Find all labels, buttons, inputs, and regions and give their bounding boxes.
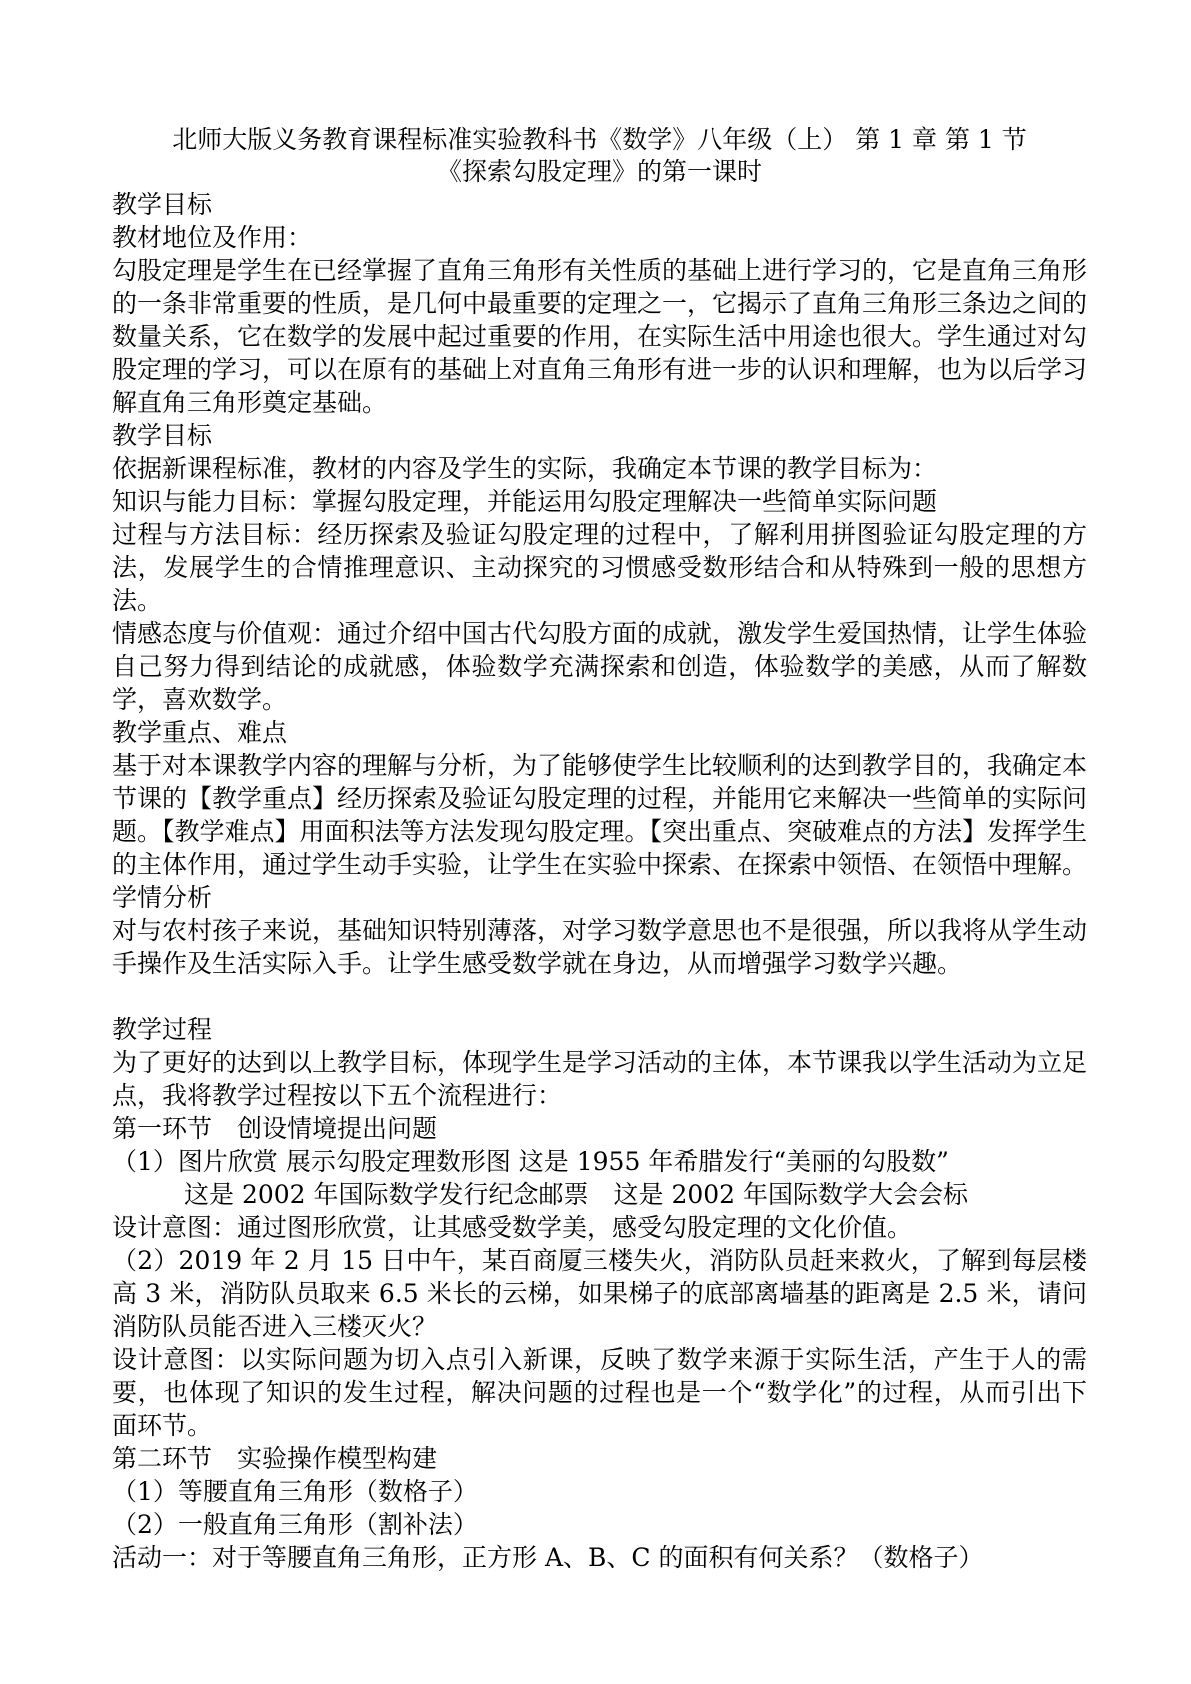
- document-title-line-2: 《探索勾股定理》的第一课时: [436, 157, 762, 186]
- stage-1-item-1-continued: 这是 2002 年国际数学发行纪念邮票 这是 2002 年国际数学大会会标: [184, 1180, 969, 1209]
- stage-1-title: 第一环节 创设情境提出问题: [112, 1114, 438, 1143]
- activity-1: 活动一：对于等腰直角三角形，正方形 A、B、C 的面积有何关系？（数格子）: [112, 1543, 984, 1572]
- section-heading-textbook-role: 教材地位及作用：: [112, 223, 313, 252]
- paragraph-design-intent-1: 设计意图：通过图形欣赏，让其感受数学美，感受勾股定理的文化价值。: [112, 1213, 913, 1242]
- paragraph-textbook-role: 勾股定理是学生在已经掌握了直角三角形有关性质的基础上进行学习的，它是直角三角形的一条非常重要的性质，是几何中最重要的定理之一，它揭示了直角三角形三条边之间的数量关系，它在数学的发展中起过重要的作用，在实际生活中用途也很大。学生通过对勾股定理的学习，可以在原有的基础上对直角三角形有进一步的认识和理解，也为以后学习解直角三角形奠定基础。: [112, 256, 1088, 417]
- paragraph-process-goal: 过程与方法目标：经历探索及验证勾股定理的过程中，了解利用拼图验证勾股定理的方法，发展学生的合情推理意识、主动探究的习惯感受数形结合和从特殊到一般的思想方法。: [112, 520, 1087, 615]
- paragraph-design-intent-2: 设计意图：以实际问题为切入点引入新课，反映了数学来源于实际生活，产生于人的需要，也体现了知识的发生过程，解决问题的过程也是一个“数学化”的过程，从而引出下面环节。: [112, 1345, 1087, 1440]
- stage-1-item-1: （1）图片欣赏 展示勾股定理数形图 这是 1955 年希腊发行“美丽的勾股数”: [112, 1147, 949, 1176]
- section-heading-student-analysis: 学情分析: [112, 883, 213, 912]
- paragraph-process-intro: 为了更好的达到以上教学目标，体现学生是学习活动的主体，本节课我以学生活动为立足点，我将教学过程按以下五个流程进行：: [112, 1048, 1088, 1110]
- section-heading-key-points: 教学重点、难点: [112, 718, 288, 747]
- paragraph-emotion-goal: 情感态度与价值观：通过介绍中国古代勾股方面的成就，激发学生爱国热情，让学生体验自己努力得到结论的成就感，体验数学充满探索和创造，体验数学的美感，从而了解数学，喜欢数学。: [112, 619, 1088, 714]
- blank-line: [112, 980, 1087, 1013]
- paragraph-key-points: 基于对本课教学内容的理解与分析，为了能够使学生比较顺利的达到教学目的，我确定本节课的【教学重点】经历探索及验证勾股定理的过程，并能用它来解决一些简单的实际问题。【教学难点】用面积法等方法发现勾股定理。【突出重点、突破难点的方法】发挥学生的主体作用，通过学生动手实验，让学生在实验中探索、在探索中领悟、在领悟中理解。: [112, 751, 1088, 879]
- paragraph-fire-problem: （2）2019 年 2 月 15 日中午，某百商厦三楼失火，消防队员赶来救火，了解到每层楼高 3 米，消防队员取来 6.5 米长的云梯，如果梯子的底部离墙基的距离是 2.5 米，请问消防队员能否进入三楼灭火？: [112, 1246, 1087, 1341]
- stage-2-item-1: （1）等腰直角三角形（数格子）: [112, 1477, 478, 1506]
- paragraph-student-analysis: 对与农村孩子来说，基础知识特别薄落，对学习数学意思也不是很强，所以我将从学生动手操作及生活实际入手。让学生感受数学就在身边，从而增强学习数学兴趣。: [112, 916, 1088, 978]
- stage-2-item-2: （2）一般直角三角形（割补法）: [112, 1510, 478, 1539]
- section-heading-teaching-goals: 教学目标: [112, 190, 213, 219]
- paragraph-goals-intro: 依据新课程标准，教材的内容及学生的实际，我确定本节课的教学目标为：: [112, 454, 938, 483]
- section-heading-teaching-process: 教学过程: [112, 1015, 213, 1044]
- paragraph-knowledge-goal: 知识与能力目标：掌握勾股定理，并能运用勾股定理解决一些简单实际问题: [112, 487, 938, 516]
- document-page: [112, 124, 1087, 1574]
- section-heading-teaching-goals-2: 教学目标: [112, 421, 213, 450]
- document-title-line-1: 北师大版义务教育课程标准实验教科书《数学》八年级（上） 第 1 章 第 1 节: [172, 125, 1027, 154]
- stage-2-title: 第二环节 实验操作模型构建: [112, 1444, 438, 1473]
